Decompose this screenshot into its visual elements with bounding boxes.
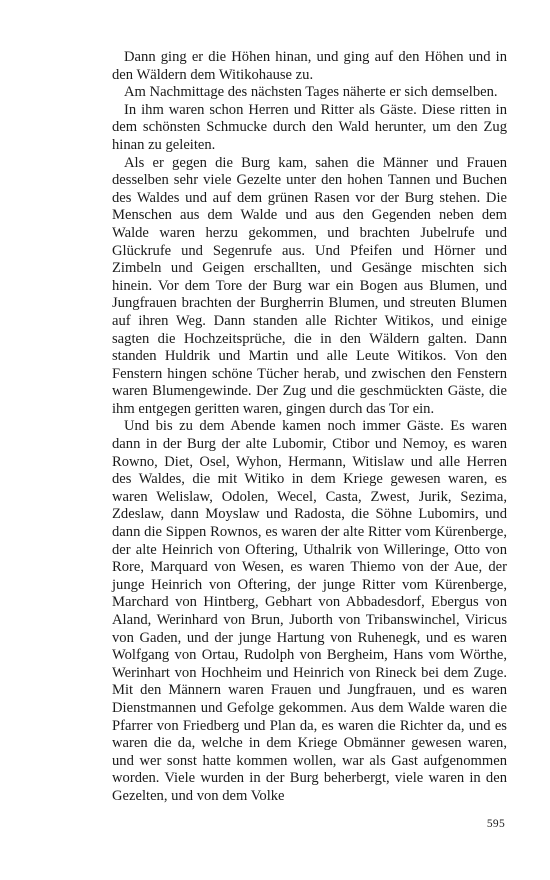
- paragraph-5: Und bis zu dem Abende kamen noch immer Gäste. Es waren dann in der Burg der alte Lubomir, Ctibor und Nemoy, es waren Rowno, Diet, Osel, Wyhon, Hermann, Witislaw und alle Herren des Waldes, die mit Witiko in dem Kriege gewesen waren, es waren Welislaw, Odolen, Wecel, Casta, Zwest, Jurik, Sezima, Zdeslaw, dann Moyslaw und Radosta, die Söhne Lubomirs, und dann die Sippen Rownos, es waren der alte Ritter vom Kürenberge, der alte Heinrich von Oftering, Uthalrik von Willeringe, Otto von Rore, Marquard von Wesen, es waren Thiemo von der Aue, der junge Heinrich von Oftering, der junge Ritter vom Kürenberge, Marchard von Hintberg, Gebhart von Abbadesdorf, Ebergus von Aland, Werinhard von Brun, Juborth von Tribanswinchel, Viricus von Gaden, und der junge Hartung von Ruhenegk, und es waren Wolfgang von Ortau, Rudolph von Bergheim, Hans vom Wörthe, Werinhart von Hochheim und Heinrich von Rineck bei dem Zuge. Mit den Männern waren Frauen und Jungfrauen, und es waren Dienstmannen und Gefolge gekommen. Aus dem Walde waren die Pfarrer von Friedberg und Plan da, es waren die Richter da, und es waren die da, welche in dem Kriege Obmänner gewesen waren, und wer sonst hatte kommen wollen, war als Gast aufgenommen worden. Viele wurden in der Burg beherbergt, viele waren in den Gezelten, und von dem Volke: [112, 418, 507, 804]
- paragraph-3: In ihm waren schon Herren und Ritter als Gäste. Diese ritten in dem schönsten Schmucke durch den Wald herunter, um den Zug hinan zu geleiten.: [112, 101, 507, 153]
- body-text: [112, 49, 507, 806]
- paragraph-1: Dann ging er die Höhen hinan, und ging auf den Höhen und in den Wäldern dem Witikohause zu.: [112, 49, 507, 83]
- paragraph-2: Am Nachmittage des nächsten Tages näherte er sich demselben.: [124, 84, 498, 101]
- paragraph-4: Als er gegen die Burg kam, sahen die Männer und Frauen desselben sehr viele Gezelte unter den hohen Tannen und Buchen des Waldes und auf dem grünen Rasen vor der Burg stehen. Die Menschen aus dem Walde und aus den Gegenden neben dem Walde waren herzu gekommen, und brachten Jubelrufe und Glückrufe und Segenrufe aus. Und Pfeifen und Hörner und Zimbeln und Geigen erschallten, und Gesänge mischten sich hinein. Vor dem Tore der Burg war ein Bogen aus Blumen, und Jungfrauen brachten der Burgherrin Blumen, und streuten Blumen auf ihren Weg. Dann standen alle Richter Witikos, und einige sagten die Hochzeitsprüche, die in den Wäldern galten. Dann standen Huldrik und Martin und alle Leute Witikos. Von den Fenstern hingen schöne Tücher herab, und zwischen den Fenstern waren Blumengewinde. Der Zug und die geschmückten Gäste, die ihm entgegen geritten waren, gingen durch das Tor ein.: [112, 154, 507, 417]
- page-number: 595: [486, 818, 505, 830]
